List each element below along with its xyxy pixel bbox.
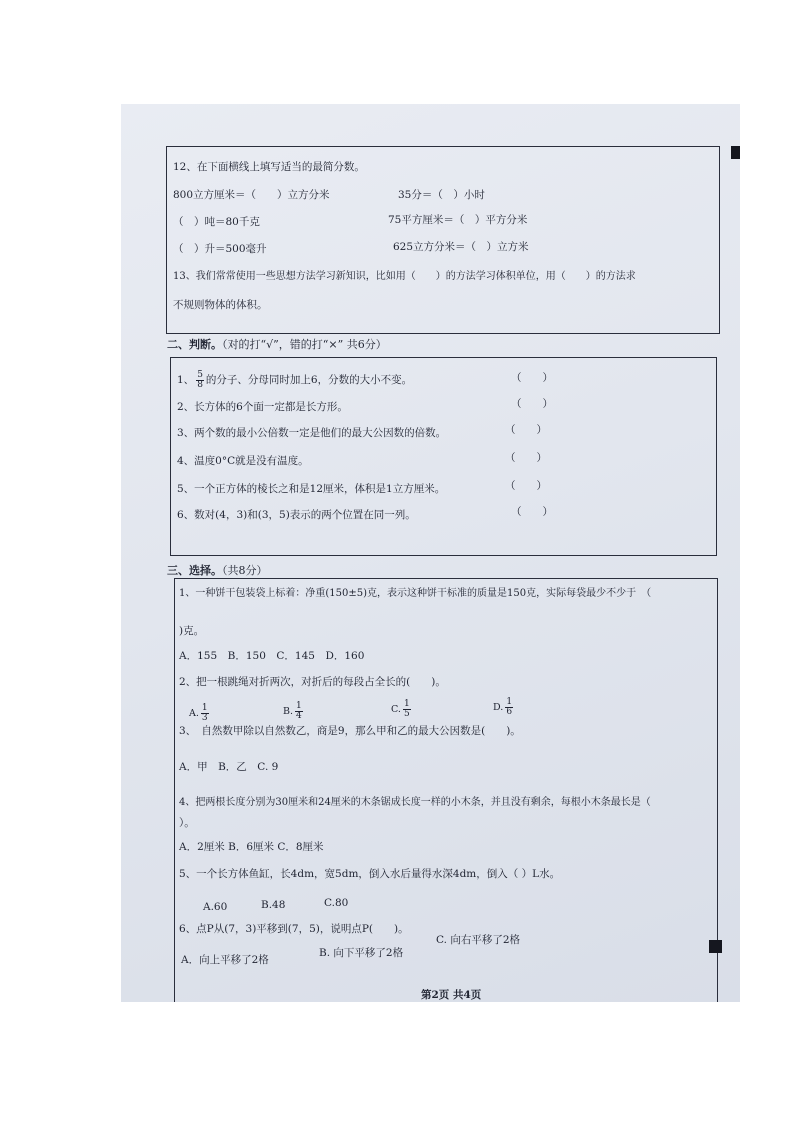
- judge-q6: 6、数对(4，3)和(3，5)表示的两个位置在同一列。: [177, 509, 416, 521]
- judge-q1-fraction: [196, 371, 204, 390]
- judge-q5: 5、一个正方体的棱长之和是12厘米，体积是1立方厘米。: [177, 483, 446, 495]
- judge-q5-answer-paren[interactable]: （ ）: [505, 480, 547, 492]
- choice-q2-option-d-numerator: 1: [506, 697, 513, 707]
- choice-q1-line1: 1、一种饼干包装袋上标着：净重(150±5)克，表示这种饼干标准的质量是150克，实际每袋最少不少于 （: [179, 588, 652, 599]
- judge-q1-fraction-numerator: 5: [197, 369, 203, 380]
- q13-line2: 不规则物体的体积。: [173, 299, 268, 311]
- judge-q6-answer-paren[interactable]: （ ）: [511, 506, 553, 518]
- judge-q4: 4、温度0°C就是没有温度。: [177, 455, 309, 467]
- q12-title: 12、在下面横线上填写适当的最简分数。: [173, 161, 365, 173]
- judge-q1-text: 的分子、分母同时加上6，分数的大小不变。: [205, 374, 413, 386]
- choice-heading-note: （共8分）: [222, 564, 268, 577]
- choice-q5-option-a: A.60: [203, 901, 228, 913]
- judge-q2: 2、长方体的6个面一定都是长方形。: [177, 401, 348, 413]
- choice-q2-option-d-label: D.: [493, 702, 504, 713]
- choice-q2-option-a: [189, 704, 211, 723]
- judge-q1-prefix: 1、: [177, 374, 195, 386]
- judge-q1-fraction-denominator: 8: [197, 379, 203, 390]
- choice-q3: 3、 自然数甲除以自然数乙，商是9，那么甲和乙的最大公因数是( )。: [179, 725, 521, 737]
- choice-q2-option-b-label: B.: [283, 706, 294, 717]
- exam-page-photo: [121, 104, 740, 1002]
- q12-row2-left: （ ）吨＝80千克: [173, 216, 260, 228]
- choice-q2-option-c-denominator: 5: [403, 709, 410, 719]
- q12-row1-right: 35分＝（ ）小时: [398, 189, 485, 201]
- judge-q4-answer-paren[interactable]: （ ）: [505, 452, 547, 464]
- choice-q5-option-b: B.48: [261, 899, 286, 911]
- judge-heading-note: （对的打“√”，错的打“×” 共6分）: [222, 338, 387, 351]
- choice-q5-option-c: C.80: [324, 897, 349, 909]
- choice-q2-option-b-denominator: 4: [296, 711, 302, 721]
- choice-q3-options: A．甲 B．乙 C. 9: [179, 761, 279, 773]
- choice-q2-option-c-label: C.: [391, 704, 401, 715]
- q13-line1: 13、我们常常使用一些思想方法学习新知识，比如用（ ）的方法学习体积单位，用（ ）的方法求: [173, 271, 636, 282]
- choice-q2-option-d-fraction: [505, 698, 513, 717]
- choice-q2-option-c: [391, 700, 413, 719]
- choice-q2-option-d-denominator: 6: [506, 707, 513, 717]
- choice-q6: 6、点P从(7，3)平移到(7，5)，说明点P( )。: [179, 923, 409, 935]
- q12-row3-left: （ ）升＝500毫升: [173, 243, 267, 255]
- judge-q3-answer-paren[interactable]: （ ）: [505, 424, 547, 436]
- choice-q1-line2: )克。: [179, 625, 205, 637]
- choice-q6-option-b: B. 向下平移了2格: [319, 947, 404, 959]
- choice-q4-line2: ）。: [179, 817, 195, 829]
- choice-q6-option-a: A．向上平移了2格: [181, 954, 269, 966]
- judge-heading-title: 二、判断。: [167, 338, 222, 351]
- choice-q4-options: A．2厘米 B．6厘米 C．8厘米: [179, 841, 324, 853]
- choice-q2-option-a-fraction: [201, 704, 209, 723]
- choice-heading-title: 三、选择。: [167, 564, 222, 577]
- choice-q2-option-b-fraction: [295, 702, 303, 721]
- choice-q2-option-a-denominator: 3: [201, 713, 208, 723]
- choice-q2-option-a-label: A.: [189, 708, 199, 719]
- q12-row3-right: 625立方分米＝（ ）立方米: [393, 241, 529, 253]
- q12-row1-left: 800立方厘米＝（ ）立方分米: [173, 189, 330, 201]
- choice-heading: [167, 562, 268, 578]
- choice-q2-option-c-numerator: 1: [403, 699, 410, 709]
- judge-heading: [167, 336, 387, 352]
- choice-q2-option-c-fraction: [403, 700, 411, 719]
- page-footer: 第2页 共4页: [421, 989, 482, 1001]
- choice-q4-line1: 4、把两根长度分别为30厘米和24厘米的木条锯成长度一样的小木条，并且没有剩余，每根小木条最长是（: [179, 797, 651, 808]
- choice-q2-option-d: [493, 698, 515, 717]
- choice-q5: 5、一个长方体鱼缸，长4dm，宽5dm，倒入水后量得水深4dm，倒入（ ）L水。: [179, 868, 561, 880]
- choice-q2: 2、把一根跳绳对折两次，对折后的每段占全长的( )。: [179, 676, 446, 688]
- q12-row2-right: 75平方厘米＝（ ）平方分米: [388, 214, 528, 226]
- choice-q2-option-a-numerator: 1: [201, 703, 208, 713]
- judge-q3: 3、两个数的最小公倍数一定是他们的最大公因数的倍数。: [177, 427, 447, 439]
- choice-q2-option-b-numerator: 1: [296, 701, 302, 711]
- registration-mark-top-right: [731, 146, 740, 159]
- judge-q1-answer-paren[interactable]: （ ）: [511, 372, 553, 384]
- judge-q2-answer-paren[interactable]: （ ）: [511, 398, 553, 410]
- choice-q2-option-b: [283, 702, 305, 721]
- judge-q1: [177, 370, 412, 390]
- registration-mark-bottom-right: [709, 940, 722, 953]
- choice-q6-option-c: C. 向右平移了2格: [436, 934, 521, 946]
- choice-q1-options: A．155 B．150 C．145 D．160: [179, 650, 365, 662]
